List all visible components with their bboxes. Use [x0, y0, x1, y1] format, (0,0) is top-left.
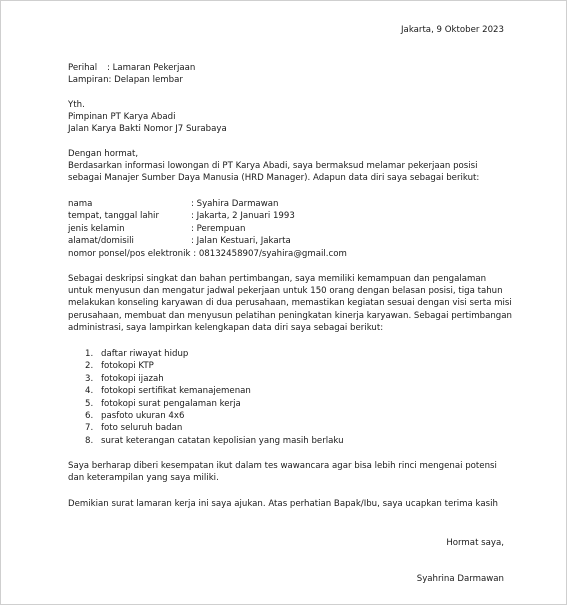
recipient-salutation: Yth.	[68, 100, 85, 110]
personal-label: alamat/domisili	[68, 236, 134, 246]
recipient-address: Jalan Karya Bakti Nomor J7 Surabaya	[68, 124, 227, 134]
lampiran-label: Lampiran	[68, 75, 109, 85]
personal-value: : Jalan Kestuari, Jakarta	[191, 236, 291, 246]
subject-perihal-line	[68, 62, 196, 74]
personal-value: : Perempuan	[191, 224, 246, 234]
letter-page: Jakarta, 9 Oktober 2023 Perihal : Lamaran Pekerjaan Lampiran: Delapan lembar Yth. Pimpinan PT Karya Abadi Jalan Karya Bakti Nomor J7 Surabaya Dengan hormat, Berdasarkan informasi lowongan di PT Karya Abadi, saya bermaksud melamar pekerjaan posisi sebagai Manajer Sumber Daya Manusia (HRD Manager). Adapun data diri saya sebagai berikut: nama : Syahira Darmawan tempat, tanggal lahir : Jakarta, 2 Januari 1993 jenis kelamin : Perempuan alamat/domisili : Jalan Kestuari, Jakarta nomor ponsel/pos elektronik : 08132458907/syahira@gmail.com Sebagai deskripsi singkat dan bahan pertimbangan, saya memiliki kemampuan dan pengalaman untuk menyusun dan mengatur jadwal pekerjaan untuk 150 orang dengan belasan posisi, tiga tahun melakukan konseling karyawan di dua perusahaan, memastikan kegiatan sesuai dengan visi serta misi perusahaan, membuat dan menyusun pelatihan peningkatan kinerja karyawan. Sebagai pertimbangan administrasi, saya lampirkan kelengkapan data diri saya sebagai berikut: 1. daftar riwayat hidup 2. fotokopi KTP 3. fotokopi ijazah 4. fotokopi sertifikat kemanajemenan 5. fotokopi surat pengalaman kerja 6. pasfoto ukuran 4x6 7. foto seluruh badan 8. surat keterangan catatan kepolisian yang masih berlaku Saya berharap diberi kesempatan ikut dalam tes wawancara agar bisa lebih rinci mengenai potensi dan keterampilan yang saya miliki. Demikian surat lamaran kerja ini saya ajukan. Atas perhatian Bapak/Ibu, saya ucapkan terima kasih Hormat saya, Syahrina Darmawan	[0, 0, 567, 605]
subject-lampiran-line	[68, 74, 183, 86]
personal-label: tempat, tanggal lahir	[68, 211, 159, 221]
letter-date: Jakarta, 9 Oktober 2023	[401, 25, 504, 35]
regards: Hormat saya,	[446, 538, 504, 548]
personal-value: : Jakarta, 2 Januari 1993	[191, 211, 295, 221]
perihal-label: Perihal	[68, 63, 98, 73]
description-paragraph: Sebagai deskripsi singkat dan bahan pertimbangan, saya memiliki kemampuan dan pengalaman untuk menyusun dan mengatur jadwal pekerjaan untuk 150 orang dengan belasan posisi, tiga tahun melakukan konseling karyawan di dua perusahaan, memastikan kegiatan sesuai dengan visi serta misi perusahaan, membuat dan menyusun pelatihan peningkatan kinerja karyawan. Sebagai pertimbangan administrasi, saya lampirkan kelengkapan data diri saya sebagai berikut:	[68, 274, 512, 333]
perihal-value: : Lamaran Pekerjaan	[107, 63, 196, 73]
personal-value: : Syahira Darmawan	[191, 199, 279, 209]
personal-row-contact	[68, 248, 347, 260]
hope-paragraph: Saya berharap diberi kesempatan ikut dalam tes wawancara agar bisa lebih rinci mengenai potensi dan keterampilan yang saya miliki.	[68, 461, 497, 484]
signature-name: Syahrina Darmawan	[416, 574, 504, 584]
intro-paragraph: Berdasarkan informasi lowongan di PT Karya Abadi, saya bermaksud melamar pekerjaan posisi sebagai Manajer Sumber Daya Manusia (HRD Manager). Adapun data diri saya sebagai berikut:	[68, 161, 480, 184]
personal-value: : 08132458907/syahira@gmail.com	[193, 249, 347, 259]
personal-label: jenis kelamin	[68, 224, 125, 234]
lampiran-value: : Delapan lembar	[108, 75, 183, 85]
closing-paragraph: Demikian surat lamaran kerja ini saya ajukan. Atas perhatian Bapak/Ibu, saya ucapkan terima kasih	[68, 499, 498, 509]
recipient-name: Pimpinan PT Karya Abadi	[68, 112, 176, 122]
personal-label: nama	[68, 199, 93, 209]
greeting: Dengan hormat,	[68, 149, 139, 159]
personal-label: nomor ponsel/pos elektronik	[68, 249, 191, 259]
